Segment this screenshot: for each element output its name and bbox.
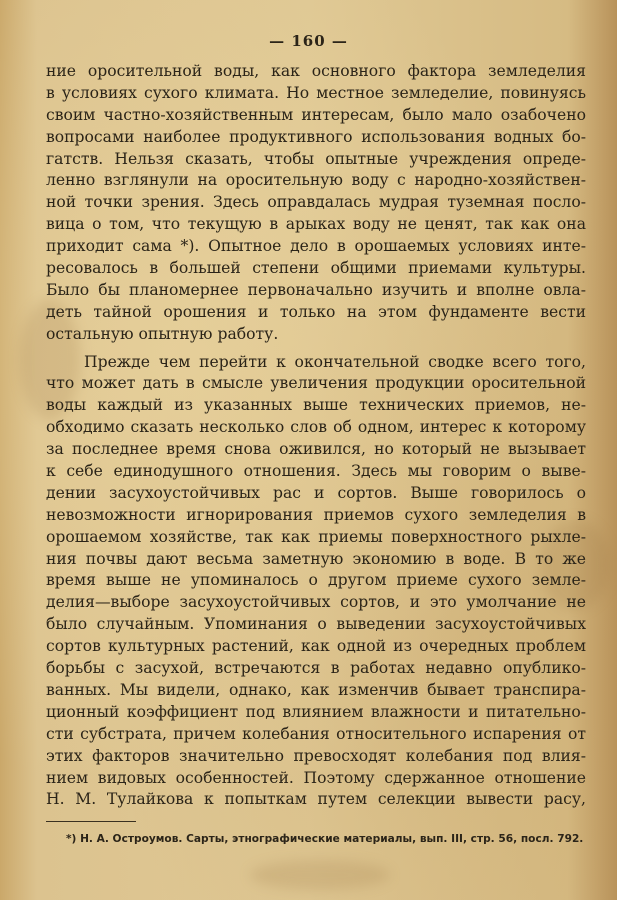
paper-stain xyxy=(250,860,390,890)
text-line: сти субстрата, причем колебания относительного испарения от xyxy=(46,724,586,743)
text-line: вопросами наиболее продуктивного использования водных бо- xyxy=(46,127,586,146)
text-line: за последнее время снова оживился, но который не вызывает xyxy=(46,440,586,459)
text-line: вица о том, что текущую в арыках воду не ценят, так как она xyxy=(46,215,586,234)
text-line: делия—выборе засухоустойчивых сортов, и это умолчание не xyxy=(46,593,586,612)
text-line: Н. М. Тулайкова к попыткам путем селекции вывести расу, xyxy=(46,790,586,809)
text-line: орошаемом хозяйстве, так как приемы поверхностного рыхле- xyxy=(46,527,586,546)
text-line: Было бы планомернее первоначально изучить и вполне овла- xyxy=(46,280,586,299)
text-line: приходит сама *). Опытное дело в орошаемых условиях инте- xyxy=(46,237,586,256)
text-line: борьбы с засухой, встречаются в работах недавно опублико- xyxy=(46,659,586,678)
text-line: нием видовых особенностей. Поэтому сдержанное отношение xyxy=(46,768,586,787)
paragraph-2 xyxy=(46,352,586,812)
text-line: невозможности игнорирования приемов сухого земледелия в xyxy=(46,505,586,524)
text-line: к себе единодушного отношения. Здесь мы говорим о выве- xyxy=(46,462,586,481)
text-line: ной точки зрения. Здесь оправдалась мудрая туземная посло- xyxy=(46,193,586,212)
text-line: ционный коэффициент под влиянием влажности и питательно- xyxy=(46,702,586,721)
text-line: в условиях сухого климата. Но местное земледелие, повинуясь xyxy=(46,83,586,102)
text-line: сортов культурных растений, как одной из очередных проблем xyxy=(46,637,586,656)
text-line: обходимо сказать несколько слов об одном, интерес к которому xyxy=(46,418,586,437)
footnote: *) Н. А. Остроумов. Сарты, этнографические материалы, вып. III, стр. 56, посл. 792. xyxy=(66,833,584,845)
text-line: воды каждый из указанных выше технических приемов, не- xyxy=(46,396,586,415)
text-line: деть тайной орошения и только на этом фундаменте вести xyxy=(46,302,586,321)
text-line: было случайным. Упоминания о выведении засухоустойчивых xyxy=(46,615,586,634)
text-line: этих факторов значительно превосходят колебания под влия- xyxy=(46,746,586,765)
footnote-divider xyxy=(46,821,136,822)
text-line: дении засухоустойчивых рас и сортов. Выше говорилось о xyxy=(46,483,586,502)
text-line: своим частно-хозяйственным интересам, было мало озабочено xyxy=(46,105,586,124)
text-line: ванных. Мы видели, однако, как изменчив бывает транспира- xyxy=(46,680,586,699)
text-line: время выше не упоминалось о другом приеме сухого земле- xyxy=(46,571,586,590)
text-line: гатств. Нельзя сказать, чтобы опытные учреждения опреде- xyxy=(46,149,586,168)
text-line: ленно взглянули на оросительную воду с народно-хозяйствен- xyxy=(46,171,586,190)
text-line: остальную опытную работу. xyxy=(46,324,279,343)
text-line: ресовалось в большей степени общими приемами культуры. xyxy=(46,259,586,278)
text-line: Прежде чем перейти к окончательной сводке всего того, xyxy=(84,352,586,371)
body-text xyxy=(46,61,586,811)
page-number: — 160 — xyxy=(269,32,348,50)
text-line: ния почвы дают весьма заметную экономию в воде. В то же xyxy=(46,549,586,568)
text-line: что может дать в смысле увеличения продукции оросительной xyxy=(46,374,586,393)
text-line: ние оросительной воды, как основного фактора земледелия xyxy=(46,62,586,80)
paragraph-1 xyxy=(46,61,586,346)
